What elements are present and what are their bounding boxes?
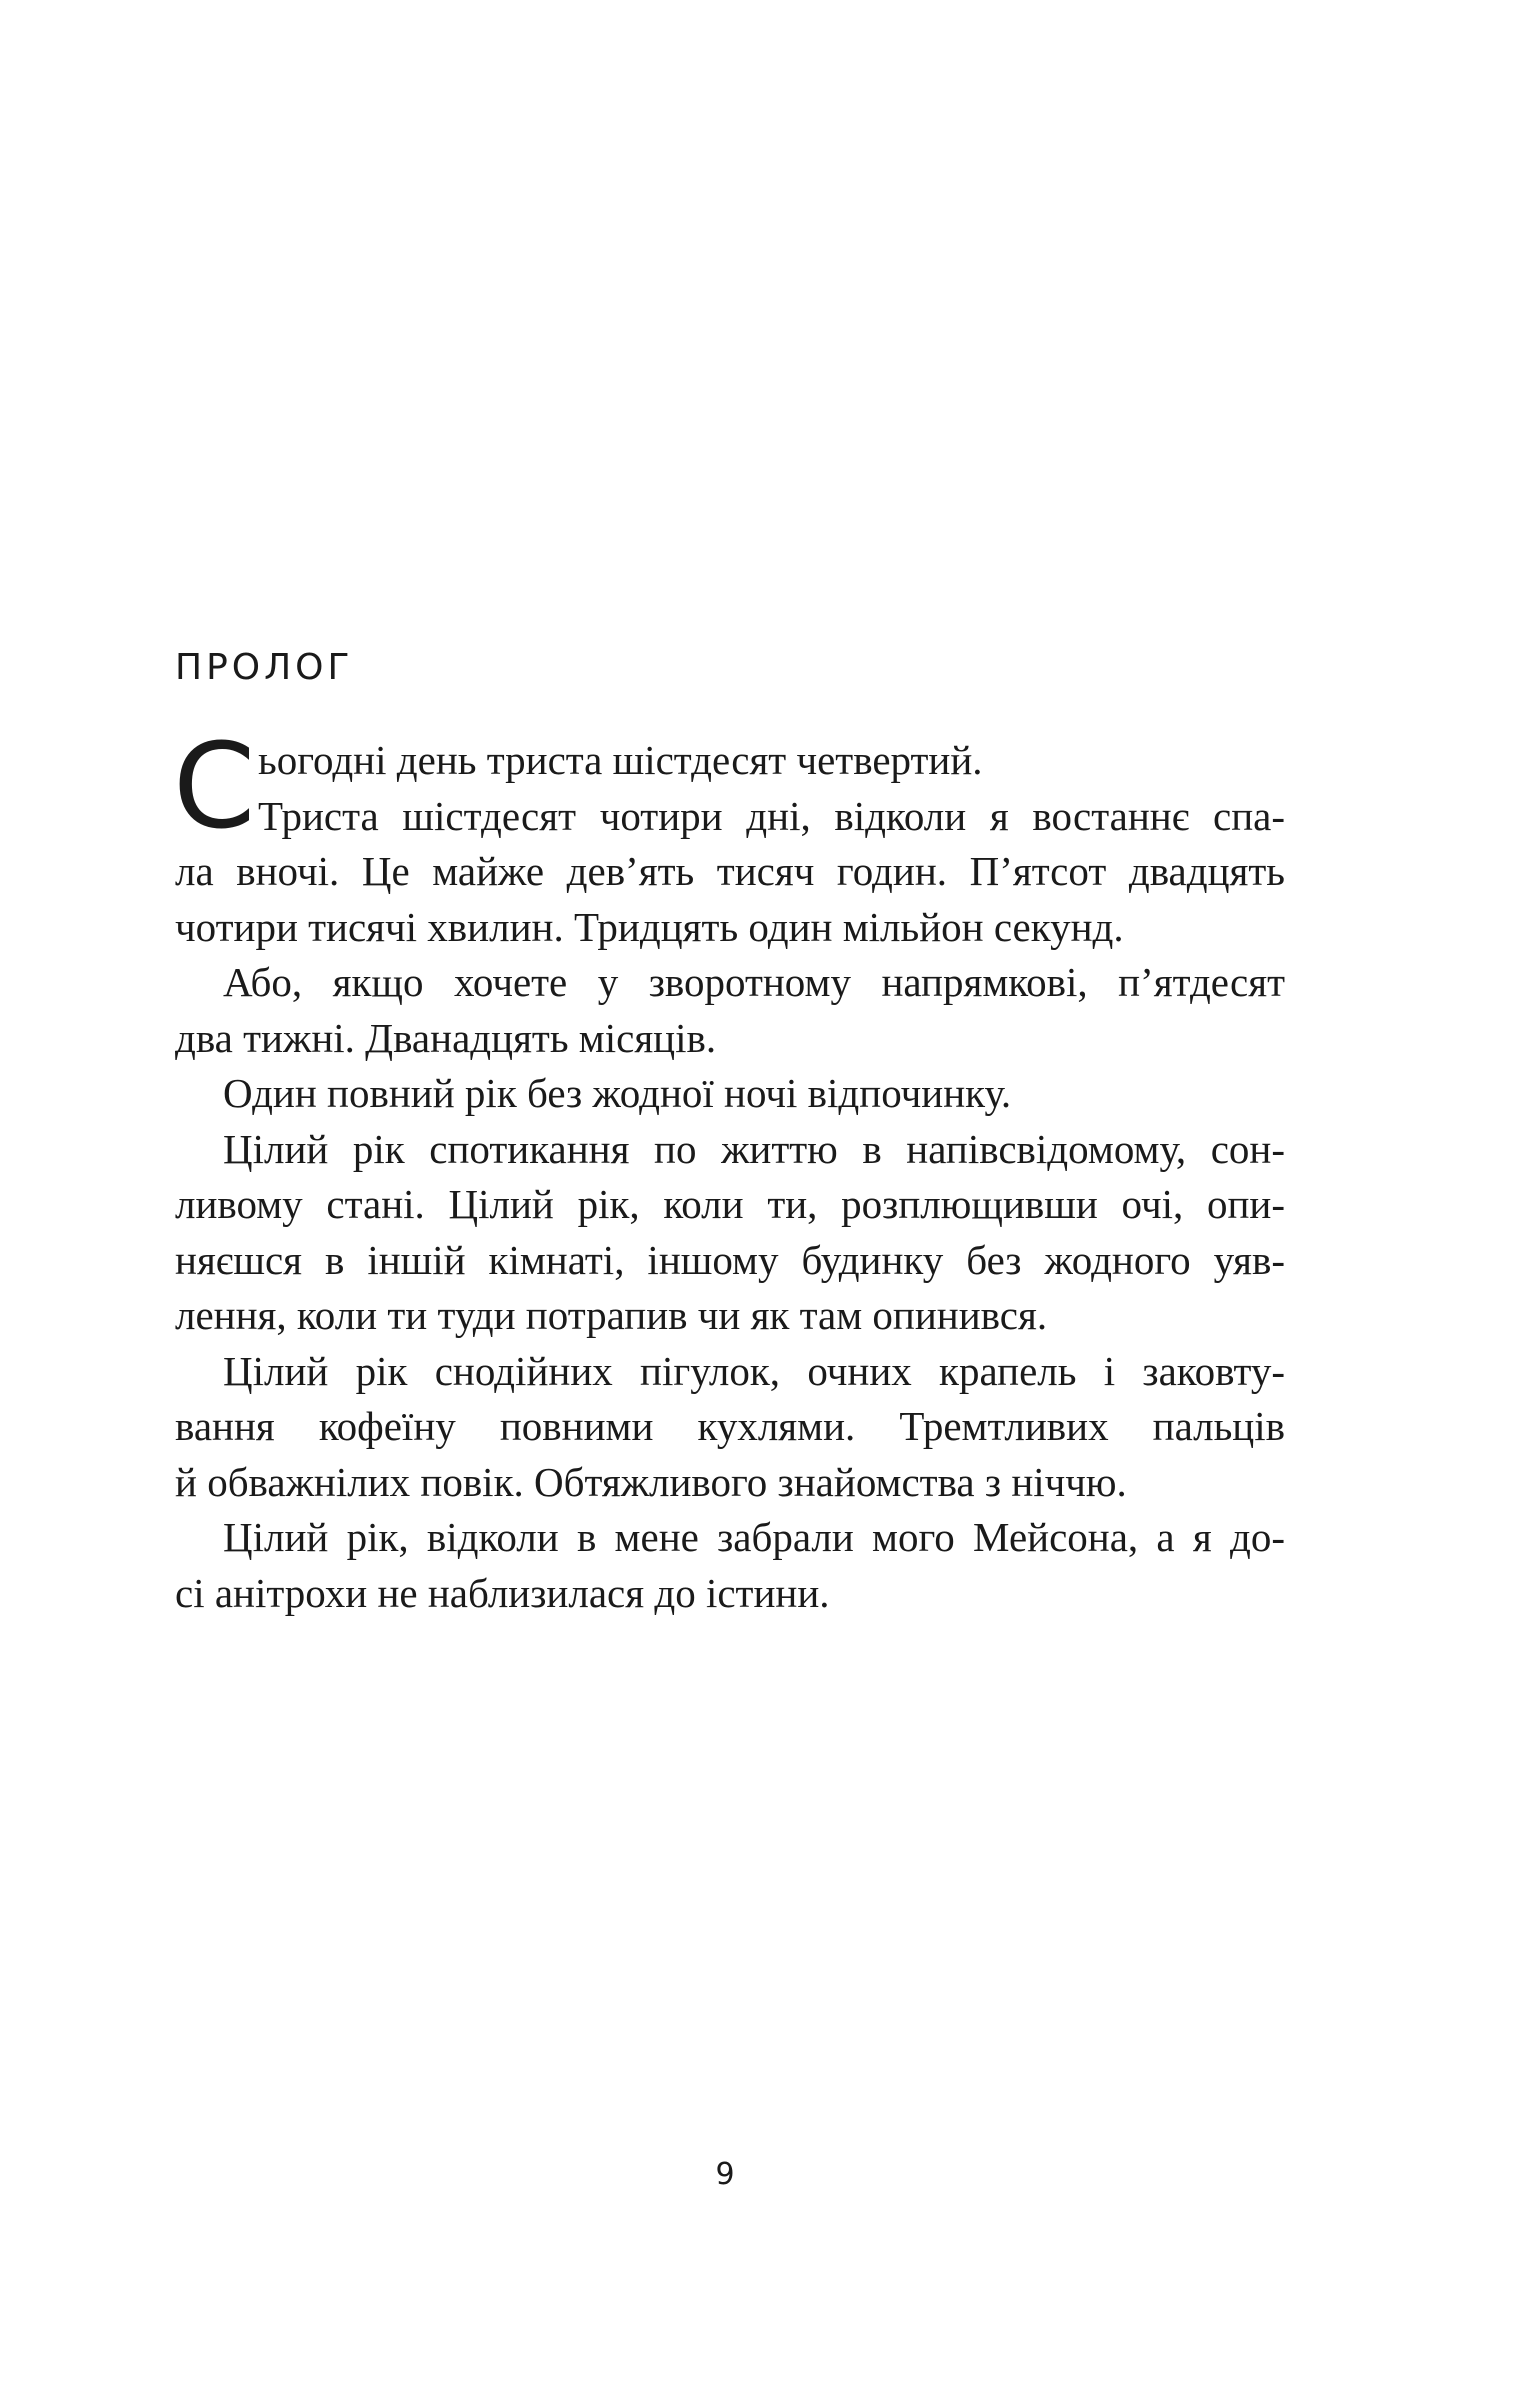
text-line: няєшся в іншій кімнаті, іншому будинку без жодного уяв-	[175, 1236, 1285, 1283]
text-line: ла вночі. Це майже дев’ять тисяч годин. П’ятсот двадцять	[175, 848, 1285, 894]
chapter-body	[173, 717, 1285, 1621]
text-line: Цілий рік спотикання по життю в напівсвідомому, сон-	[223, 1125, 1285, 1172]
text-line: два тижні. Дванадцять місяців.	[175, 1014, 717, 1061]
text-line: й обважнілих повік. Обтяжливого знайомства з ніччю.	[175, 1458, 1127, 1505]
text-line: Триста шістдесят чотири дні, відколи я востаннє спа-	[258, 792, 1285, 839]
text-line: ьогодні день триста шістдесят четвертий.	[258, 737, 983, 783]
text-line: лення, коли ти туди потрапив чи як там опинився.	[175, 1292, 1048, 1338]
text-line: Цілий рік, відколи в мене забрали мого Мейсона, а я до-	[223, 1514, 1285, 1560]
text-line: сі анітрохи не наблизилася до істини.	[175, 1569, 830, 1616]
text-line: Цілий рік снодійних пігулок, очних крапель і заковту-	[223, 1347, 1285, 1394]
text-line: чотири тисячі хвилин. Тридцять один мільйон секунд.	[175, 903, 1124, 950]
text-line: Один повний рік без жодної ночі відпочинку.	[223, 1070, 1012, 1116]
text-line: Або, якщо хочете у зворотному напрямкові, п’ятдесят	[223, 959, 1285, 1005]
text-line: вання кофеїну повними кухлями. Тремтливих пальців	[175, 1403, 1285, 1449]
chapter-title: ПРОЛОГ	[175, 647, 354, 688]
text-line: ливому стані. Цілий рік, коли ти, розплющивши очі, опи-	[175, 1181, 1285, 1227]
drop-cap-letter: С	[173, 717, 256, 855]
page-number: 9	[715, 2157, 735, 2192]
